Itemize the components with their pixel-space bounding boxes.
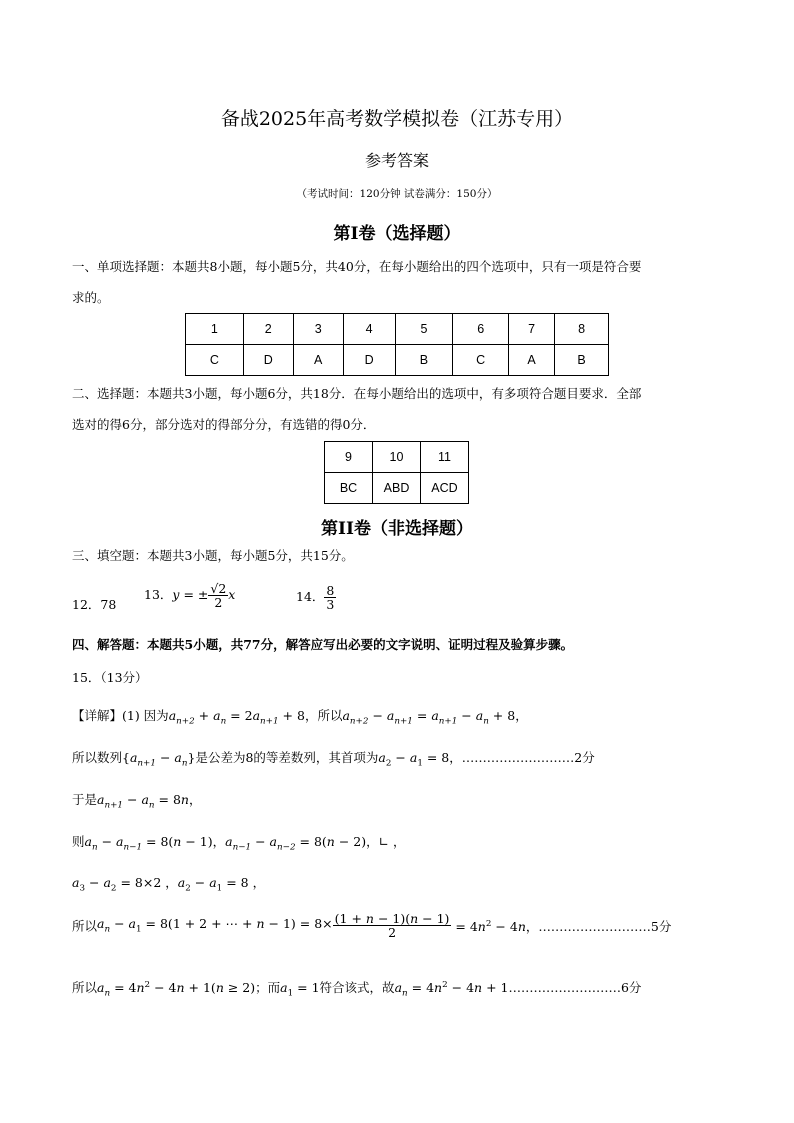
q14-fraction <box>324 584 336 611</box>
table-cell: 8 <box>555 314 609 345</box>
table-cell: ABD <box>373 473 421 504</box>
sum-fraction: $\frac{(1 + n - 1)(n - 1)}{2}$ <box>334 911 450 941</box>
page-subtitle: 参考答案 <box>364 151 429 170</box>
solution-line-1: 【详解】(1) 因为$a_{n+2} + a_n = 2a_{n+1} + 8$，所以$a_{n+2} - a_{n+1} = a_{n+1} - a_n + 8$， <box>72 708 528 727</box>
table-row-numbers <box>186 314 609 345</box>
table-cell: 1 <box>186 314 244 345</box>
fill-answer-13 <box>144 582 235 609</box>
table-cell: C <box>453 345 509 376</box>
table-cell: BC <box>325 473 373 504</box>
section2-text-line1: 二、选择题：本题共3小题，每小题6分，共18分．在每小题给出的选项中，有多项符合题目要求．全部 <box>72 386 642 401</box>
section3-text: 三、填空题：本题共3小题，每小题5分，共15分。 <box>72 548 354 563</box>
table-cell: 5 <box>395 314 453 345</box>
table-cell: A <box>509 345 555 376</box>
q15-heading: 15．（13分） <box>72 670 148 685</box>
solution-line-3: 于是$a_{n+1} - a_n = 8n$， <box>72 792 202 811</box>
solution-line-5: $a_3 - a_2 = 8\times 2$ ，$a_2 - a_1 = 8$ ， <box>72 875 266 894</box>
table-cell: 10 <box>373 442 421 473</box>
q13-y: y <box>172 587 180 603</box>
table-cell: 6 <box>453 314 509 345</box>
table-cell: D <box>343 345 395 376</box>
solution-line-7: 所以$a_n = 4n^2 - 4n + 1(n \ge 2)$；而$a_1 = 1$符合该式，故$a_n = 4n^2 - 4n$ + 1………………………6分 <box>72 980 642 999</box>
table-cell: C <box>186 345 244 376</box>
solution-text: 是公差为8的等差数列，其首项为 <box>195 750 379 765</box>
table-cell: 11 <box>421 442 469 473</box>
solution-text: 所以 <box>72 980 98 996</box>
fill-answer-14 <box>296 584 336 611</box>
table-cell: 2 <box>243 314 293 345</box>
section4-text: 四、解答题：本题共5小题，共77分，解答应写出必要的文字说明、证明过程及验算步骤。 <box>72 637 574 652</box>
table-cell: 7 <box>509 314 555 345</box>
solution-text: 所以数列 <box>72 750 123 765</box>
page-title: 备战2025年高考数学模拟卷（江苏专用） <box>220 108 574 130</box>
solution-text: ，………………………2分 <box>449 750 595 765</box>
section1-text-line1: 一、单项选择题：本题共8小题，每小题5分，共40分，在每小题给出的四个选项中，只有一项是符合要 <box>72 259 642 274</box>
q13-denominator: 2 <box>214 595 223 611</box>
q13-eq: = ± <box>179 587 209 603</box>
q13-x: x <box>228 587 236 603</box>
q13-numerator: √2 <box>210 581 227 596</box>
table-cell: 4 <box>343 314 395 345</box>
section2-text-line2: 选对的得6分，部分选对的得部分分，有选错的得0分． <box>72 417 376 432</box>
table-cell: B <box>555 345 609 376</box>
table-cell: D <box>243 345 293 376</box>
solution-text: 【详解】(1) 因为 <box>72 708 169 723</box>
q14-label: 14． <box>296 589 325 605</box>
solution-text: 符合该式，故 <box>319 980 395 996</box>
solution-line-4: 则$a_n - a_{n-1} = 8(n - 1)$，$a_{n-1} - a_{n-2} = 8(n - 2)$，∟ ， <box>72 834 406 853</box>
section1-text-line2: 求的。 <box>72 290 110 305</box>
part2-heading: 第II卷（非选择题） <box>321 519 473 539</box>
answer-table-single <box>185 313 609 376</box>
table-cell: 9 <box>325 442 373 473</box>
q13-fraction <box>208 582 228 609</box>
solution-text: 则 <box>72 834 85 849</box>
fill-answer-12: 12．78 <box>72 597 117 612</box>
table-row-answers <box>186 345 609 376</box>
solution-text: 于是 <box>72 792 98 807</box>
table-cell: 3 <box>293 314 343 345</box>
q13-label: 13． <box>144 587 173 603</box>
solution-line-6: 所以$a_n - a_1 = 8(1 + 2$ + ⋯ + n − 1) = 8× $\frac{(1 + n - 1)(n - 1)}{2}$ = $4n^2 - 4n$，………………………5分 <box>72 911 672 941</box>
q14-denominator: 3 <box>326 597 335 613</box>
table-cell: B <box>395 345 453 376</box>
solution-text: ；而 <box>255 980 281 996</box>
part1-heading: 第I卷（选择题） <box>333 224 461 244</box>
solution-line-2: 所以数列$\{a_{n+1} - a_n\}$是公差为8的等差数列，其首项为$a_2 - a_1 = 8$，………………………2分 <box>72 750 595 769</box>
solution-text: ，………………………5分 <box>525 918 672 934</box>
exam-info: （考试时间：120分钟 试卷满分：150分） <box>296 188 498 200</box>
solution-text: 所以 <box>72 918 98 934</box>
solution-text: ………………………6分 <box>508 980 642 996</box>
table-row-numbers <box>325 442 469 473</box>
answer-table-multiple <box>324 441 469 504</box>
table-cell: A <box>293 345 343 376</box>
q14-numerator: 8 <box>326 583 335 598</box>
table-cell: ACD <box>421 473 469 504</box>
table-row-answers <box>325 473 469 504</box>
solution-text: ，所以 <box>304 708 343 723</box>
